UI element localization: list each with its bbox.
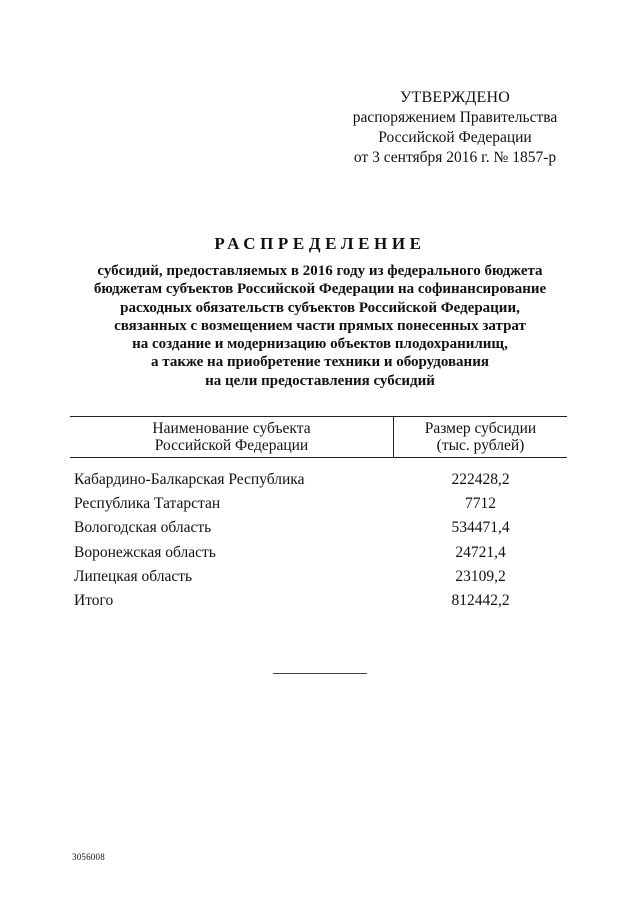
table-body <box>70 468 567 613</box>
table-top-rule <box>70 416 567 417</box>
subtitle-line: бюджетам субъектов Российской Федерации на софинансирование <box>93 281 547 298</box>
subtitle-line: а также на приобретение техники и оборудования <box>151 354 489 371</box>
table-row <box>70 541 567 565</box>
approval-line: Российской Федерации <box>378 129 532 146</box>
subtitle-line: расходных обязательств субъектов Российской Федерации, <box>120 299 520 316</box>
column-header-line: Наименование субъекта <box>152 420 311 437</box>
subtitle-line: субсидий, предоставляемых в 2016 году из федерального бюджета <box>97 263 543 279</box>
total-label: Итого <box>74 591 114 609</box>
column-header-region <box>70 420 393 454</box>
column-header-amount <box>394 420 567 454</box>
approval-line: распоряжением Правительства <box>352 109 558 126</box>
document-subtitle <box>60 262 580 390</box>
subsidy-amount: 24721,4 <box>455 543 506 561</box>
approval-stamp <box>330 88 580 168</box>
table-row <box>70 468 567 492</box>
region-name: Вологодская область <box>74 519 212 537</box>
subsidy-amount: 534471,4 <box>451 519 510 537</box>
subtitle-line: на цели предоставления субсидий <box>205 372 435 389</box>
document-code: 3056008 <box>72 852 105 862</box>
table-total-row <box>70 589 567 613</box>
column-header-line: Российской Федерации <box>154 437 309 454</box>
region-name: Воронежская область <box>74 543 216 561</box>
subtitle-line: на создание и модернизацию объектов плодохранилищ, <box>132 336 508 353</box>
subsidy-amount: 7712 <box>465 495 496 513</box>
document-title: РАСПРЕДЕЛЕНИЕ <box>214 234 426 253</box>
table-row <box>70 492 567 516</box>
subsidy-amount: 23109,2 <box>455 567 506 585</box>
region-name: Республика Татарстан <box>74 495 221 513</box>
total-amount: 812442,2 <box>451 591 510 609</box>
column-header-line: (тыс. рублей) <box>436 437 525 454</box>
table-row <box>70 565 567 589</box>
approval-date-number: от 3 сентября 2016 г. № 1857-р <box>353 149 557 166</box>
region-name: Липецкая область <box>74 567 193 585</box>
document-end-line <box>273 673 367 674</box>
column-header-line: Размер субсидии <box>424 420 537 437</box>
subsidy-amount: 222428,2 <box>451 471 510 488</box>
approval-title: УТВЕРЖДЕНО <box>399 89 510 106</box>
table-row <box>70 516 567 540</box>
region-name: Кабардино-Балкарская Республика <box>74 471 305 488</box>
table-header-rule <box>70 457 567 458</box>
subtitle-line: связанных с возмещением части прямых понесенных затрат <box>114 317 526 334</box>
